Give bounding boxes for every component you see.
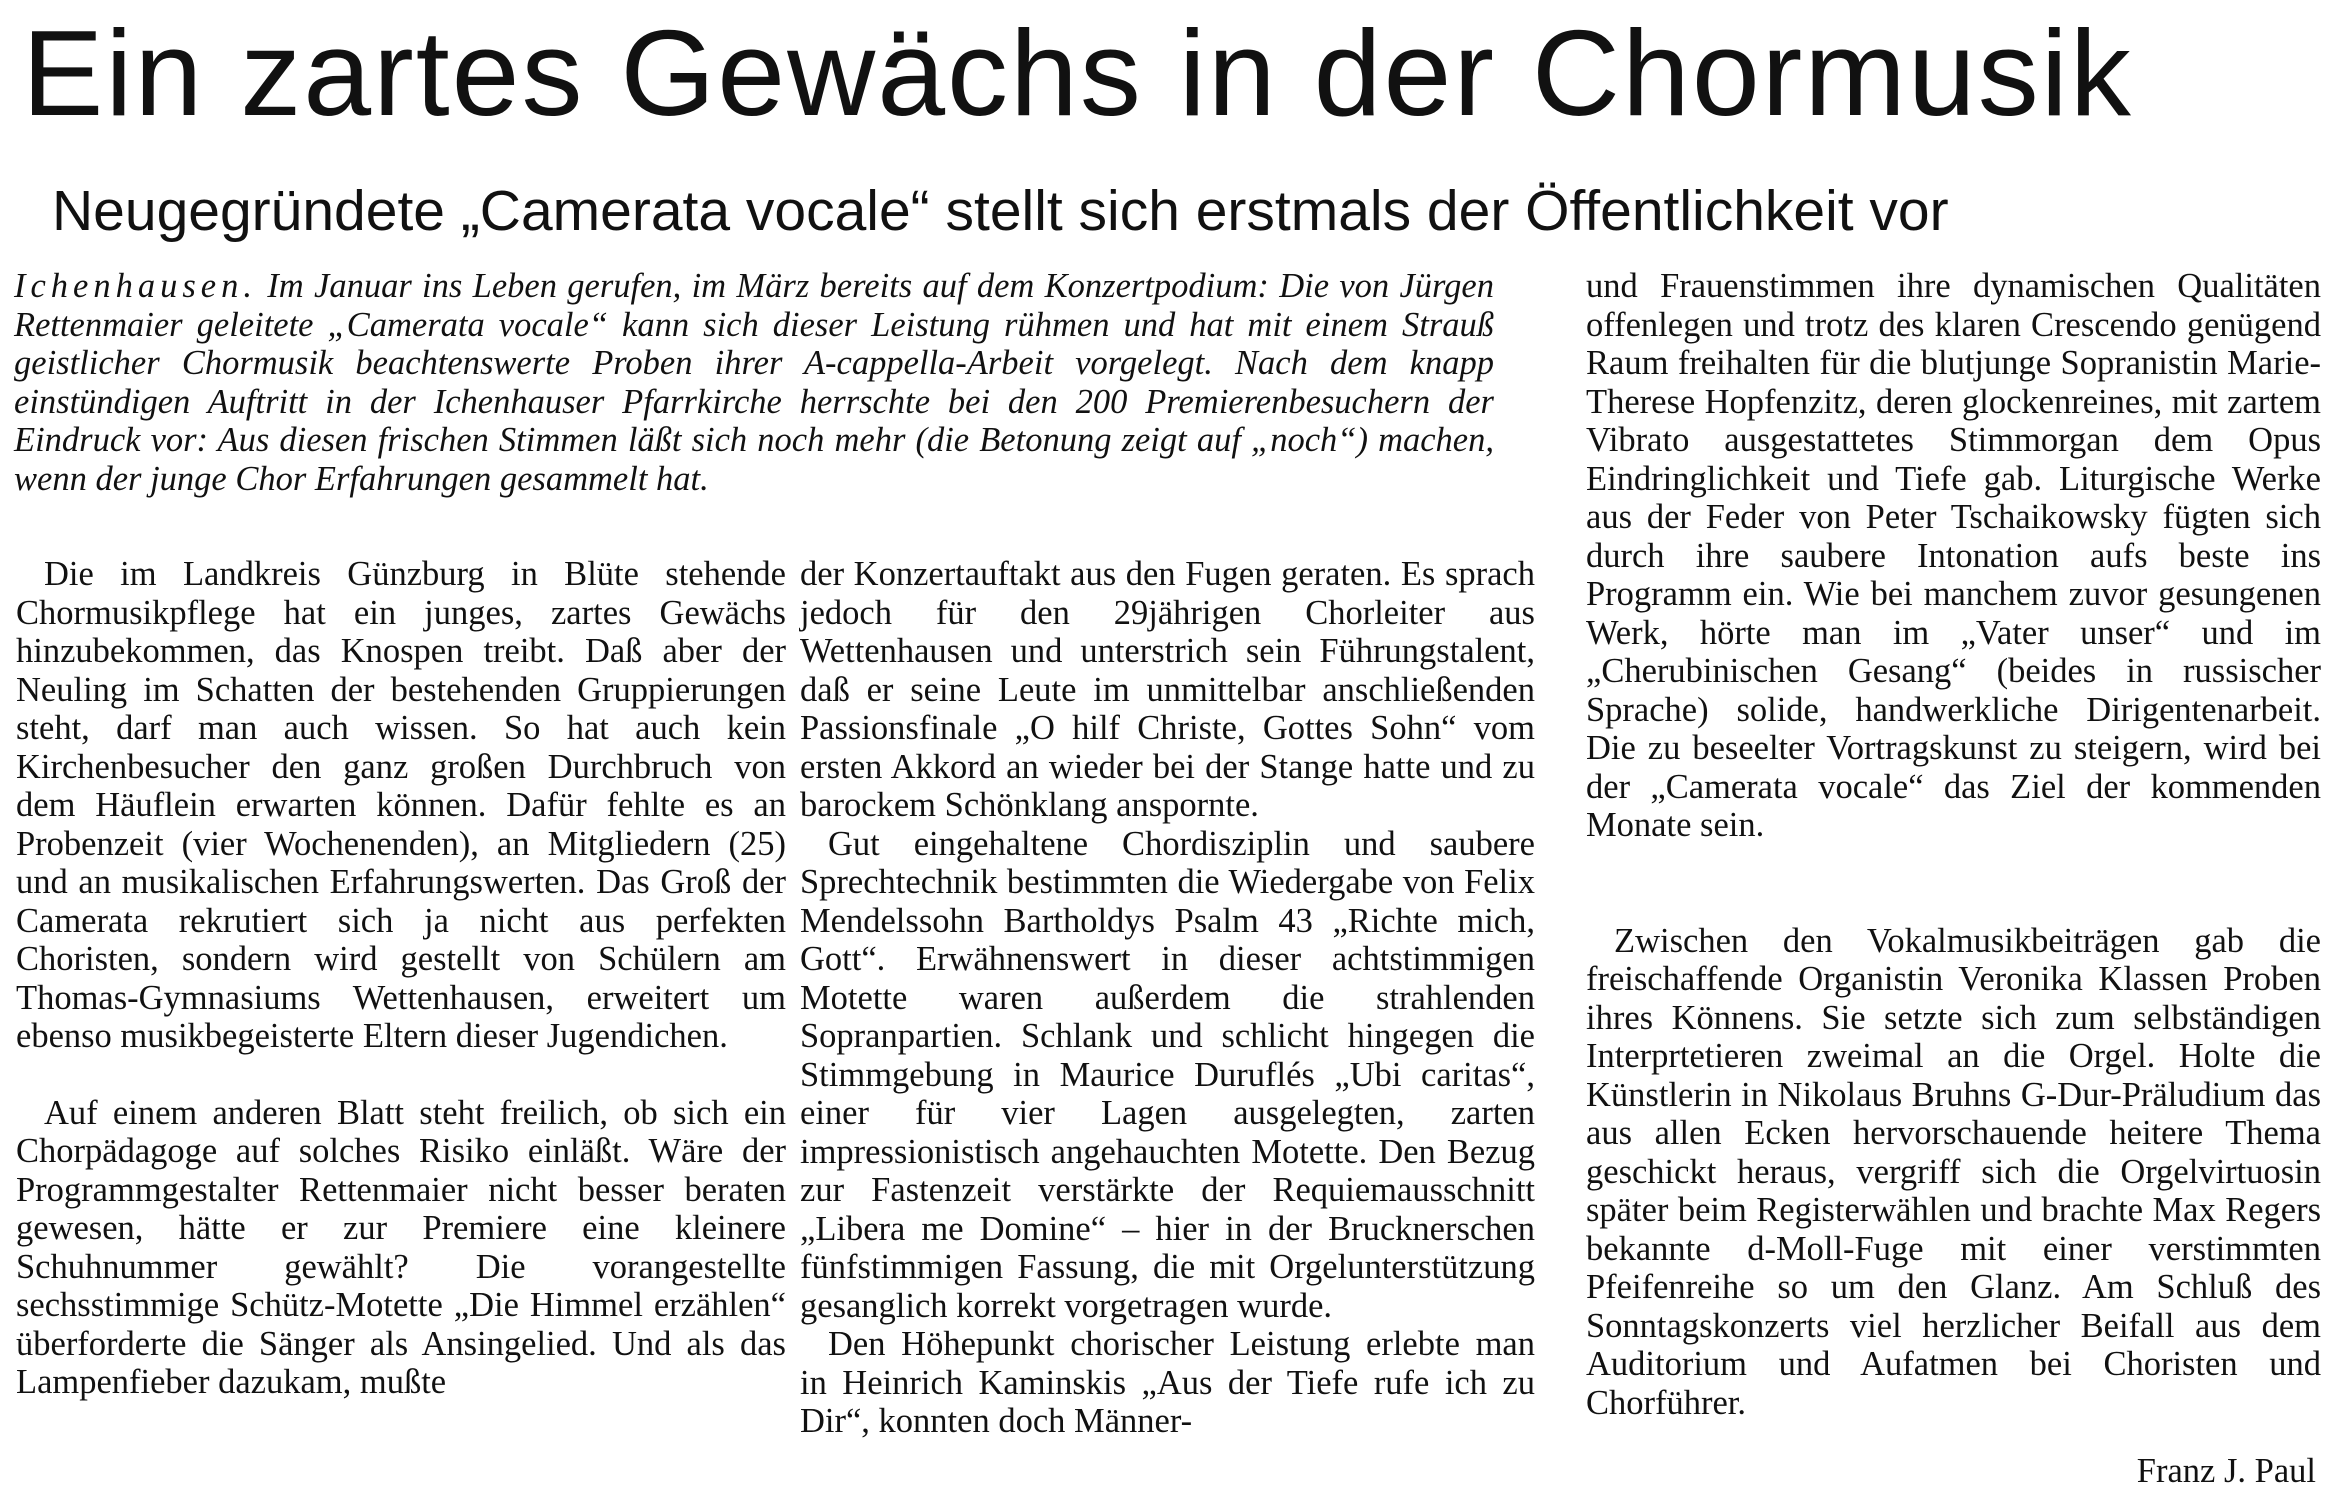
author-byline: Franz J. Paul <box>2136 1452 2316 1490</box>
paragraph: Auf einem anderen Blatt steht freilich, ob sich ein Chorpädagoge auf solches Risiko einläßt. Wäre der Programmgestalter Rettenmaier nicht besser beraten gewesen, hätte er zur Premiere eine kleinere Schuhnummer gewählt? Die vorangestellte sechsstimmige Schütz-Motette „Die Himmel erzählen“ überforderte die Sänger als Ansingelied. Und als das Lampenfieber dazukam, mußte <box>16 1093 786 1401</box>
paragraph: Zwischen den Vokalmusikbeiträgen gab die freischaffende Organistin Veronika Klassen Proben ihres Könnens. Sie setzte sich zum selbständigen Interprtetieren zweimal an die Orgel. Holte die Künstlerin in Nikolaus Bruhns G-Dur-Präludium das aus allen Ecken hervorschauende heitere Thema geschickt heraus, vergriff sich die Orgelvirtuosin später beim Registerwählen und brachte Max Regers bekannte d-Moll-Fuge mit einer verstimmten Pfeifenreihe so um den Glanz. Am Schluß des Sonntagskonzerts viel herzlicher Beifall aus dem Auditorium und Aufatmen bei Choristen und Chorführer. <box>1586 921 2321 1422</box>
column-2 <box>800 555 1535 1441</box>
lead-paragraph <box>14 267 1494 498</box>
paragraph: Die im Landkreis Günzburg in Blüte stehende Chormusikpflege hat ein junges, zartes Gewächs hinzubekommen, das Knospen treibt. Daß aber der Neuling im Schatten der bestehenden Gruppierungen steht, darf man auch wissen. So hat auch kein Kirchenbesucher den ganz großen Durchbruch von dem Häuflein erwarten können. Dafür fehlte es an Probenzeit (vier Wochenenden), an Mitgliedern (25) und an musikalischen Erfahrungswerten. Das Groß der Camerata rekrutiert sich ja nicht aus perfekten Choristen, sondern wird gestellt von Schülern am Thomas-Gymnasiums Wettenhausen, erweitert um ebenso musikbegeisterte Eltern dieser Jugendichen. <box>16 555 786 1055</box>
paragraph: und Frauenstimmen ihre dynamischen Qualitäten offenlegen und trotz des klaren Crescendo genügend Raum freihalten für die blutjunge Sopranistin Marie-Therese Hopfenzitz, deren glockenreines, mit zartem Vibrato ausgestattetes Stimmorgan dem Opus Eindringlichkeit und Tiefe gab. Liturgische Werke aus der Feder von Peter Tschaikowsky fügten sich durch ihre saubere Intonation aufs beste ins Programm ein. Wie bei manchem zuvor gesungenen Werk, hörte man im „Vater unser“ und im „Cherubinischen Gesang“ (beides in russischer Sprache) solide, handwerkliche Dirigentenarbeit. Die zu beseelter Vortragskunst zu steigern, wird bei der „Camerata vocale“ das Ziel der kommenden Monate sein. <box>1586 267 2321 844</box>
paragraph: Gut eingehaltene Chordisziplin und saubere Sprechtechnik bestimmten die Wiedergabe von Felix Mendelssohn Bartholdys Psalm 43 „Richte mich, Gott“. Erwähnenswert in dieser achtstimmigen Motette waren außerdem die strahlenden Sopranpartien. Schlank und schlicht hingegen die Stimmgebung in Maurice Duruflés „Ubi caritas“, einer für vier Lagen ausgelegten, zarten impressionistisch angehauchten Motette. Den Bezug zur Fastenzeit verstärkte der Requiemausschnitt „Libera me Domine“ – hier in der Brucknerschen fünfstimmigen Fassung, die mit Orgelunterstützung gesanglich korrekt vorgetragen wurde. <box>800 824 1535 1325</box>
column-3 <box>1586 267 2321 1422</box>
dateline: Ichenhausen. <box>14 267 257 305</box>
column-1 <box>16 555 786 1402</box>
paragraph: der Konzertauftakt aus den Fugen geraten. Es sprach jedoch für den 29jährigen Chorleiter aus Wettenhausen und unterstrich sein Führungstalent, daß er seine Leute im unmittelbar anschließenden Passionsfinale „O hilf Christe, Gottes Sohn“ vom ersten Akkord an wieder bei der Stange hatte und zu barockem Schönklang anspornte. <box>800 555 1535 824</box>
subheadline: Neugegründete „Camerata vocale“ stellt sich erstmals der Öffentlichkeit vor <box>52 179 1949 243</box>
paragraph: Den Höhepunkt chorischer Leistung erlebte man in Heinrich Kaminskis „Aus der Tiefe rufe ich zu Dir“, konnten doch Männer- <box>800 1325 1535 1440</box>
headline: Ein zartes Gewächs in der Chormusik <box>22 5 2133 141</box>
lead-text: Im Januar ins Leben gerufen, im März bereits auf dem Konzertpodium: Die von Jürgen Rettenmaier geleitete „Camerata vocale“ kann sich dieser Leistung rühmen und hat mit einem Strauß geistlicher Chormusik beachtenswerte Proben ihrer A-cappella-Arbeit vorgelegt. Nach dem knapp einstündigen Auftritt in der Ichenhauser Pfarrkirche herrschte bei den 200 Premierenbesuchern der Eindruck vor: Aus diesen frischen Stimmen läßt sich noch mehr (die Betonung zeigt auf „noch“) machen, wenn der junge Chor Erfahrungen gesammelt hat. <box>14 267 1494 498</box>
